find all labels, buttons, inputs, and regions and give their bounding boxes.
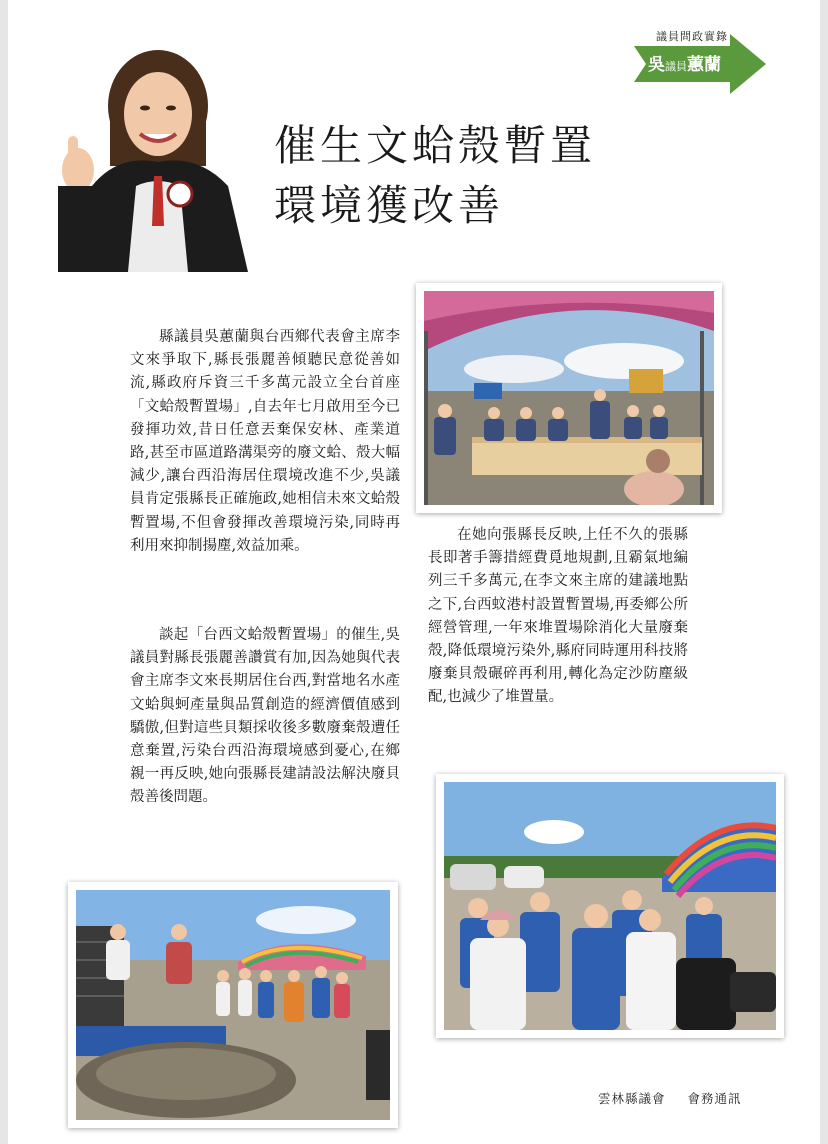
badge-given-name: 蕙蘭 xyxy=(687,55,721,75)
tent-meeting-image xyxy=(424,291,714,505)
shell-truck-image xyxy=(76,890,390,1120)
footer-publication: 會務通訊 xyxy=(687,1091,742,1106)
paragraph-3: 在她向張縣長反映,上任不久的張縣長即著手籌措經費覓地規劃,且霸氣地編列三千多萬元,在李文來主席的建議地點之下,台西蚊港村設置暫置場,再委鄉公所經營管理,一年來堆置場除消化大量廢棄殼,降低環境污染外,縣府同時運用科技將廢棄貝殼碾碎再利用,轉化為定沙防塵級配,也減少了堆置量。 xyxy=(428,527,688,706)
title-line-2: 環境獲改善 xyxy=(274,181,505,230)
page-edge-right xyxy=(820,0,828,1144)
article-column-right xyxy=(428,524,688,710)
councilor-portrait xyxy=(58,36,250,272)
article-column-left-bottom xyxy=(130,624,400,810)
photo-tent-meeting xyxy=(416,283,722,513)
article-column-left-top xyxy=(130,326,400,558)
site-visit-image xyxy=(444,782,776,1030)
section-caption: 議員問政實錄 xyxy=(656,30,728,43)
paragraph-1: 縣議員吳蕙蘭與台西鄉代表會主席李文來爭取下,縣長張麗善傾聽民意從善如流,縣政府斥資三千多萬元設立全台首座「文蛤殼暫置場」,自去年七月啟用至今已發揮功效,昔日任意丟棄保安林、產業道路,甚至市區道路溝渠旁的廢文蛤、殼大幅減少,讓台西沿海居住環境改進不少,吳議員肯定張縣長正確施政,她相信未來文蛤殼暫置場,不但會發揮改善環境污染,同時再利用來抑制揚塵,效益加乘。 xyxy=(130,329,400,554)
badge-title: 議員 xyxy=(665,60,687,73)
badge-name xyxy=(648,50,721,75)
footer-org: 雲林縣議會 xyxy=(598,1091,666,1106)
title-line-1: 催生文蛤殼暫置 xyxy=(274,121,597,170)
page-edge-left xyxy=(0,0,8,1144)
badge-surname: 吳 xyxy=(648,55,665,75)
article-title xyxy=(274,116,596,236)
paragraph-2: 談起「台西文蛤殼暫置場」的催生,吳議員對縣長張麗善讚賞有加,因為她與代表會主席李文來長期居住台西,對當地名水產文蛤與蚵產量與品質創造的經濟價值感到驕傲,但對這些貝類採收後多數廢棄殼遭任意棄置,污染台西沿海環境感到憂心,在鄉親一再反映,她向張縣長建請設法解決廢貝殼善後問題。 xyxy=(130,627,400,806)
photo-shell-truck xyxy=(68,882,398,1128)
page-footer xyxy=(598,1089,742,1107)
photo-site-visit-group xyxy=(436,774,784,1038)
